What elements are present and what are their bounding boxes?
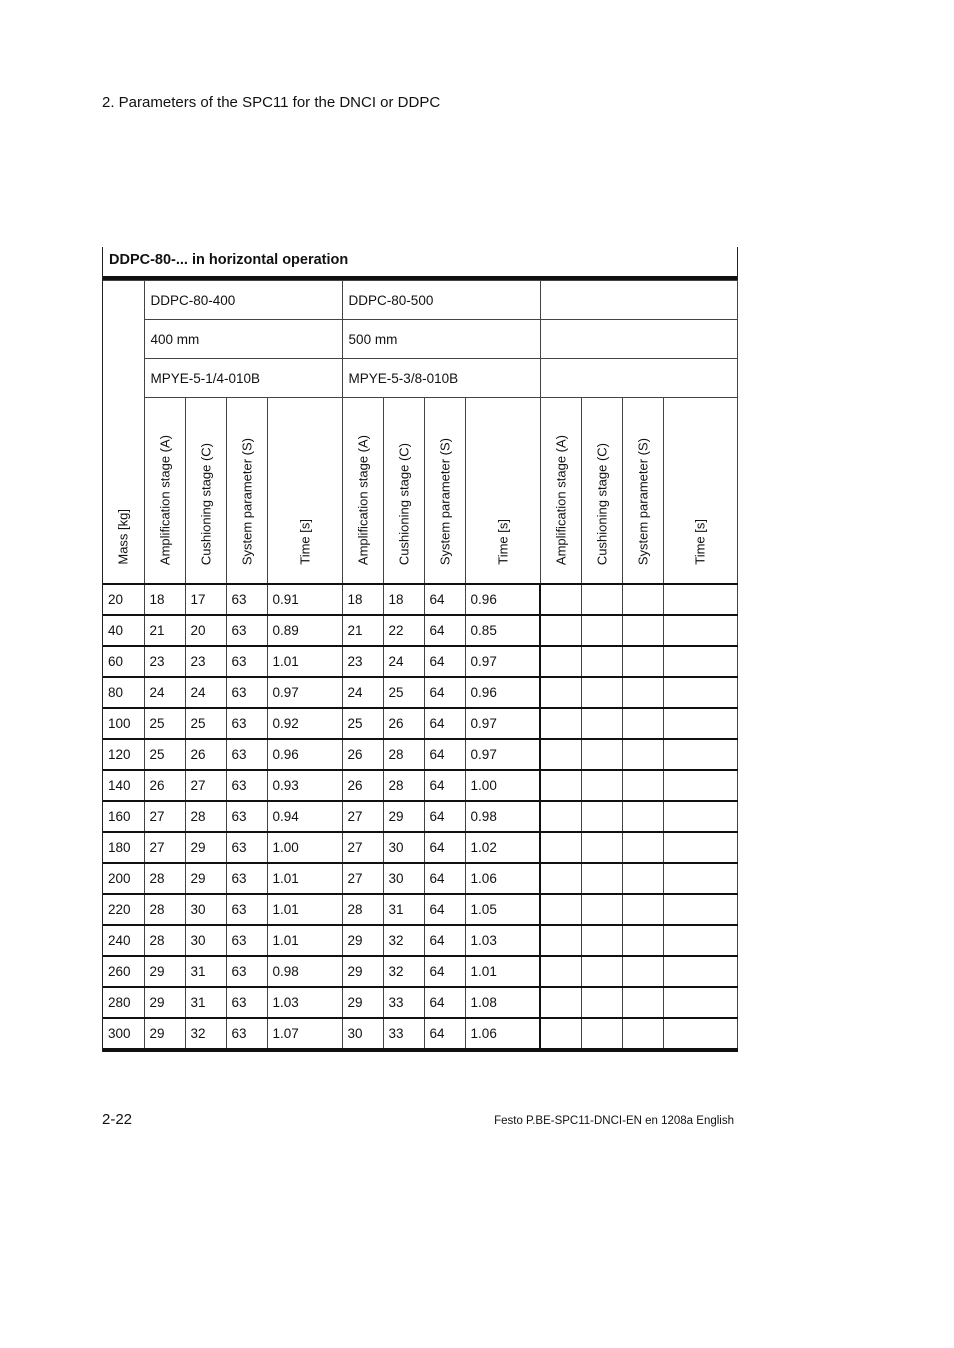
value-cell: 24 — [185, 677, 226, 708]
mass-cell: 100 — [103, 708, 144, 739]
value-cell: 0.94 — [267, 801, 342, 832]
value-cell: 29 — [144, 956, 185, 987]
mass-cell: 260 — [103, 956, 144, 987]
table-row — [103, 584, 737, 615]
table-row — [103, 832, 737, 863]
mass-cell: 200 — [103, 863, 144, 894]
value-cell: 27 — [342, 863, 383, 894]
value-cell: 64 — [424, 801, 465, 832]
empty-cell — [581, 770, 622, 801]
empty-cell — [581, 832, 622, 863]
value-cell: 24 — [342, 677, 383, 708]
value-cell: 1.06 — [465, 1018, 540, 1050]
mass-cell: 220 — [103, 894, 144, 925]
empty-cell — [663, 801, 737, 832]
col-header-a3: Amplification stage (A) — [540, 398, 581, 585]
value-cell: 64 — [424, 677, 465, 708]
empty-cell — [663, 832, 737, 863]
value-cell: 27 — [342, 801, 383, 832]
value-cell: 18 — [342, 584, 383, 615]
empty-cell — [581, 646, 622, 677]
value-cell: 0.98 — [465, 801, 540, 832]
table-row — [103, 770, 737, 801]
value-cell: 0.96 — [465, 677, 540, 708]
empty-cell — [622, 925, 663, 956]
parameter-table — [103, 280, 738, 1052]
empty-cell — [663, 615, 737, 646]
value-cell: 0.89 — [267, 615, 342, 646]
page-number: 2-22 — [102, 1111, 133, 1128]
section-heading: 2. Parameters of the SPC11 for the DNCI or DDPC — [102, 94, 441, 111]
empty-cell — [540, 708, 581, 739]
col-header-s3: System parameter (S) — [622, 398, 663, 585]
empty-cell — [540, 739, 581, 770]
value-cell: 28 — [144, 863, 185, 894]
col-header-mass: Mass [kg] — [103, 398, 144, 585]
value-cell: 63 — [226, 987, 267, 1018]
value-cell: 32 — [383, 956, 424, 987]
empty-cell — [663, 1018, 737, 1050]
value-cell: 0.93 — [267, 770, 342, 801]
valve-empty — [540, 359, 737, 398]
mass-cell: 80 — [103, 677, 144, 708]
empty-cell — [663, 956, 737, 987]
value-cell: 31 — [185, 987, 226, 1018]
table-row — [103, 801, 737, 832]
value-cell: 30 — [383, 863, 424, 894]
empty-cell — [540, 894, 581, 925]
value-cell: 29 — [185, 863, 226, 894]
table-row — [103, 739, 737, 770]
table-row — [103, 925, 737, 956]
col-header-c2: Cushioning stage (C) — [383, 398, 424, 585]
value-cell: 25 — [144, 708, 185, 739]
value-cell: 63 — [226, 863, 267, 894]
value-cell: 29 — [383, 801, 424, 832]
value-cell: 31 — [185, 956, 226, 987]
empty-cell — [581, 584, 622, 615]
value-cell: 1.02 — [465, 832, 540, 863]
value-cell: 29 — [342, 987, 383, 1018]
empty-cell — [540, 770, 581, 801]
value-cell: 29 — [185, 832, 226, 863]
value-cell: 29 — [144, 1018, 185, 1050]
value-cell: 63 — [226, 956, 267, 987]
valve-2: MPYE-5-3/8-010B — [342, 359, 540, 398]
empty-cell — [540, 801, 581, 832]
value-cell: 26 — [185, 739, 226, 770]
value-cell: 18 — [144, 584, 185, 615]
value-cell: 63 — [226, 894, 267, 925]
value-cell: 28 — [144, 925, 185, 956]
value-cell: 64 — [424, 739, 465, 770]
value-cell: 26 — [342, 739, 383, 770]
value-cell: 1.01 — [465, 956, 540, 987]
empty-cell — [540, 956, 581, 987]
empty-cell — [581, 739, 622, 770]
value-cell: 0.98 — [267, 956, 342, 987]
value-cell: 25 — [144, 739, 185, 770]
value-cell: 63 — [226, 801, 267, 832]
value-cell: 64 — [424, 646, 465, 677]
value-cell: 0.97 — [267, 677, 342, 708]
table-row — [103, 646, 737, 677]
value-cell: 63 — [226, 770, 267, 801]
value-cell: 27 — [144, 801, 185, 832]
value-cell: 23 — [185, 646, 226, 677]
mass-cell: 280 — [103, 987, 144, 1018]
empty-cell — [540, 925, 581, 956]
value-cell: 1.00 — [465, 770, 540, 801]
mass-cell: 300 — [103, 1018, 144, 1050]
table-row — [103, 956, 737, 987]
value-cell: 0.97 — [465, 739, 540, 770]
value-cell: 1.01 — [267, 646, 342, 677]
empty-cell — [581, 801, 622, 832]
col-header-t1: Time [s] — [267, 398, 342, 585]
parameter-table-frame — [102, 247, 738, 1052]
model-ddpc-80-500: DDPC-80-500 — [342, 281, 540, 320]
value-cell: 30 — [185, 925, 226, 956]
value-cell: 32 — [383, 925, 424, 956]
value-cell: 64 — [424, 584, 465, 615]
value-cell: 29 — [144, 987, 185, 1018]
value-cell: 0.91 — [267, 584, 342, 615]
stroke-400: 400 mm — [144, 320, 342, 359]
document-reference: Festo P.BE-SPC11-DNCI-EN en 1208a English — [494, 1115, 734, 1127]
value-cell: 0.85 — [465, 615, 540, 646]
empty-cell — [622, 708, 663, 739]
value-cell: 1.01 — [267, 925, 342, 956]
empty-cell — [540, 863, 581, 894]
value-cell: 17 — [185, 584, 226, 615]
empty-cell — [622, 987, 663, 1018]
empty-cell — [622, 894, 663, 925]
value-cell: 63 — [226, 646, 267, 677]
empty-cell — [663, 677, 737, 708]
value-cell: 0.97 — [465, 708, 540, 739]
empty-cell — [663, 739, 737, 770]
value-cell: 63 — [226, 584, 267, 615]
value-cell: 27 — [185, 770, 226, 801]
empty-cell — [622, 677, 663, 708]
table-row — [103, 863, 737, 894]
value-cell: 28 — [144, 894, 185, 925]
value-cell: 64 — [424, 863, 465, 894]
table-row — [103, 987, 737, 1018]
value-cell: 27 — [342, 832, 383, 863]
value-cell: 23 — [144, 646, 185, 677]
mass-cell: 60 — [103, 646, 144, 677]
table-body — [103, 584, 737, 1050]
empty-cell — [581, 677, 622, 708]
empty-cell — [663, 925, 737, 956]
empty-cell — [622, 832, 663, 863]
empty-cell — [622, 801, 663, 832]
empty-cell — [622, 770, 663, 801]
value-cell: 29 — [342, 956, 383, 987]
empty-cell — [581, 863, 622, 894]
table-title: DDPC-80-... in horizontal operation — [103, 247, 737, 280]
value-cell: 63 — [226, 832, 267, 863]
empty-cell — [540, 677, 581, 708]
empty-cell — [622, 646, 663, 677]
value-cell: 64 — [424, 832, 465, 863]
value-cell: 0.96 — [267, 739, 342, 770]
value-cell: 25 — [342, 708, 383, 739]
value-cell: 26 — [383, 708, 424, 739]
empty-cell — [663, 863, 737, 894]
table-row — [103, 1018, 737, 1050]
mass-cell: 40 — [103, 615, 144, 646]
empty-cell — [663, 708, 737, 739]
value-cell: 25 — [185, 708, 226, 739]
model-empty — [540, 281, 737, 320]
value-cell: 28 — [185, 801, 226, 832]
col-header-c1: Cushioning stage (C) — [185, 398, 226, 585]
value-cell: 30 — [342, 1018, 383, 1050]
value-cell: 27 — [144, 832, 185, 863]
value-cell: 28 — [342, 894, 383, 925]
value-cell: 64 — [424, 987, 465, 1018]
empty-cell — [622, 956, 663, 987]
value-cell: 64 — [424, 894, 465, 925]
stroke-empty — [540, 320, 737, 359]
value-cell: 26 — [342, 770, 383, 801]
value-cell: 1.06 — [465, 863, 540, 894]
value-cell: 0.97 — [465, 646, 540, 677]
value-cell: 63 — [226, 925, 267, 956]
value-cell: 1.00 — [267, 832, 342, 863]
value-cell: 29 — [342, 925, 383, 956]
value-cell: 1.03 — [465, 925, 540, 956]
mass-cell: 140 — [103, 770, 144, 801]
col-header-s2: System parameter (S) — [424, 398, 465, 585]
table-row — [103, 708, 737, 739]
value-cell: 1.07 — [267, 1018, 342, 1050]
empty-cell — [622, 739, 663, 770]
empty-cell — [581, 708, 622, 739]
model-ddpc-80-400: DDPC-80-400 — [144, 281, 342, 320]
empty-cell — [581, 615, 622, 646]
value-cell: 31 — [383, 894, 424, 925]
empty-cell — [581, 987, 622, 1018]
value-cell: 0.96 — [465, 584, 540, 615]
value-cell: 1.08 — [465, 987, 540, 1018]
empty-cell — [622, 1018, 663, 1050]
value-cell: 33 — [383, 987, 424, 1018]
empty-cell — [663, 987, 737, 1018]
empty-cell — [540, 615, 581, 646]
empty-cell — [622, 584, 663, 615]
value-cell: 64 — [424, 770, 465, 801]
value-cell: 64 — [424, 708, 465, 739]
table-row — [103, 677, 737, 708]
empty-cell — [581, 956, 622, 987]
value-cell: 1.03 — [267, 987, 342, 1018]
value-cell: 23 — [342, 646, 383, 677]
value-cell: 63 — [226, 615, 267, 646]
mass-cell: 20 — [103, 584, 144, 615]
empty-cell — [581, 894, 622, 925]
value-cell: 25 — [383, 677, 424, 708]
empty-cell — [540, 832, 581, 863]
value-cell: 64 — [424, 615, 465, 646]
stroke-500: 500 mm — [342, 320, 540, 359]
value-cell: 30 — [185, 894, 226, 925]
value-cell: 64 — [424, 1018, 465, 1050]
value-cell: 30 — [383, 832, 424, 863]
value-cell: 64 — [424, 925, 465, 956]
value-cell: 1.01 — [267, 863, 342, 894]
value-cell: 24 — [144, 677, 185, 708]
empty-cell — [540, 584, 581, 615]
value-cell: 1.05 — [465, 894, 540, 925]
value-cell: 21 — [342, 615, 383, 646]
value-cell: 26 — [144, 770, 185, 801]
value-cell: 20 — [185, 615, 226, 646]
empty-cell — [540, 987, 581, 1018]
empty-cell — [581, 925, 622, 956]
valve-1: MPYE-5-1/4-010B — [144, 359, 342, 398]
value-cell: 28 — [383, 739, 424, 770]
empty-cell — [581, 1018, 622, 1050]
value-cell: 64 — [424, 956, 465, 987]
table-row — [103, 894, 737, 925]
empty-cell — [540, 1018, 581, 1050]
mass-cell: 180 — [103, 832, 144, 863]
value-cell: 24 — [383, 646, 424, 677]
value-cell: 63 — [226, 708, 267, 739]
value-cell: 0.92 — [267, 708, 342, 739]
mass-header-spacer — [103, 281, 144, 398]
value-cell: 28 — [383, 770, 424, 801]
mass-cell: 120 — [103, 739, 144, 770]
col-header-t3: Time [s] — [663, 398, 737, 585]
empty-cell — [663, 770, 737, 801]
value-cell: 22 — [383, 615, 424, 646]
value-cell: 33 — [383, 1018, 424, 1050]
col-header-a2: Amplification stage (A) — [342, 398, 383, 585]
col-header-s1: System parameter (S) — [226, 398, 267, 585]
value-cell: 32 — [185, 1018, 226, 1050]
value-cell: 1.01 — [267, 894, 342, 925]
value-cell: 21 — [144, 615, 185, 646]
empty-cell — [540, 646, 581, 677]
value-cell: 63 — [226, 1018, 267, 1050]
mass-cell: 240 — [103, 925, 144, 956]
col-header-a1: Amplification stage (A) — [144, 398, 185, 585]
empty-cell — [663, 894, 737, 925]
col-header-t2: Time [s] — [465, 398, 540, 585]
value-cell: 63 — [226, 739, 267, 770]
value-cell: 18 — [383, 584, 424, 615]
col-header-c3: Cushioning stage (C) — [581, 398, 622, 585]
mass-cell: 160 — [103, 801, 144, 832]
empty-cell — [622, 863, 663, 894]
empty-cell — [622, 615, 663, 646]
table-row — [103, 615, 737, 646]
value-cell: 63 — [226, 677, 267, 708]
empty-cell — [663, 584, 737, 615]
empty-cell — [663, 646, 737, 677]
